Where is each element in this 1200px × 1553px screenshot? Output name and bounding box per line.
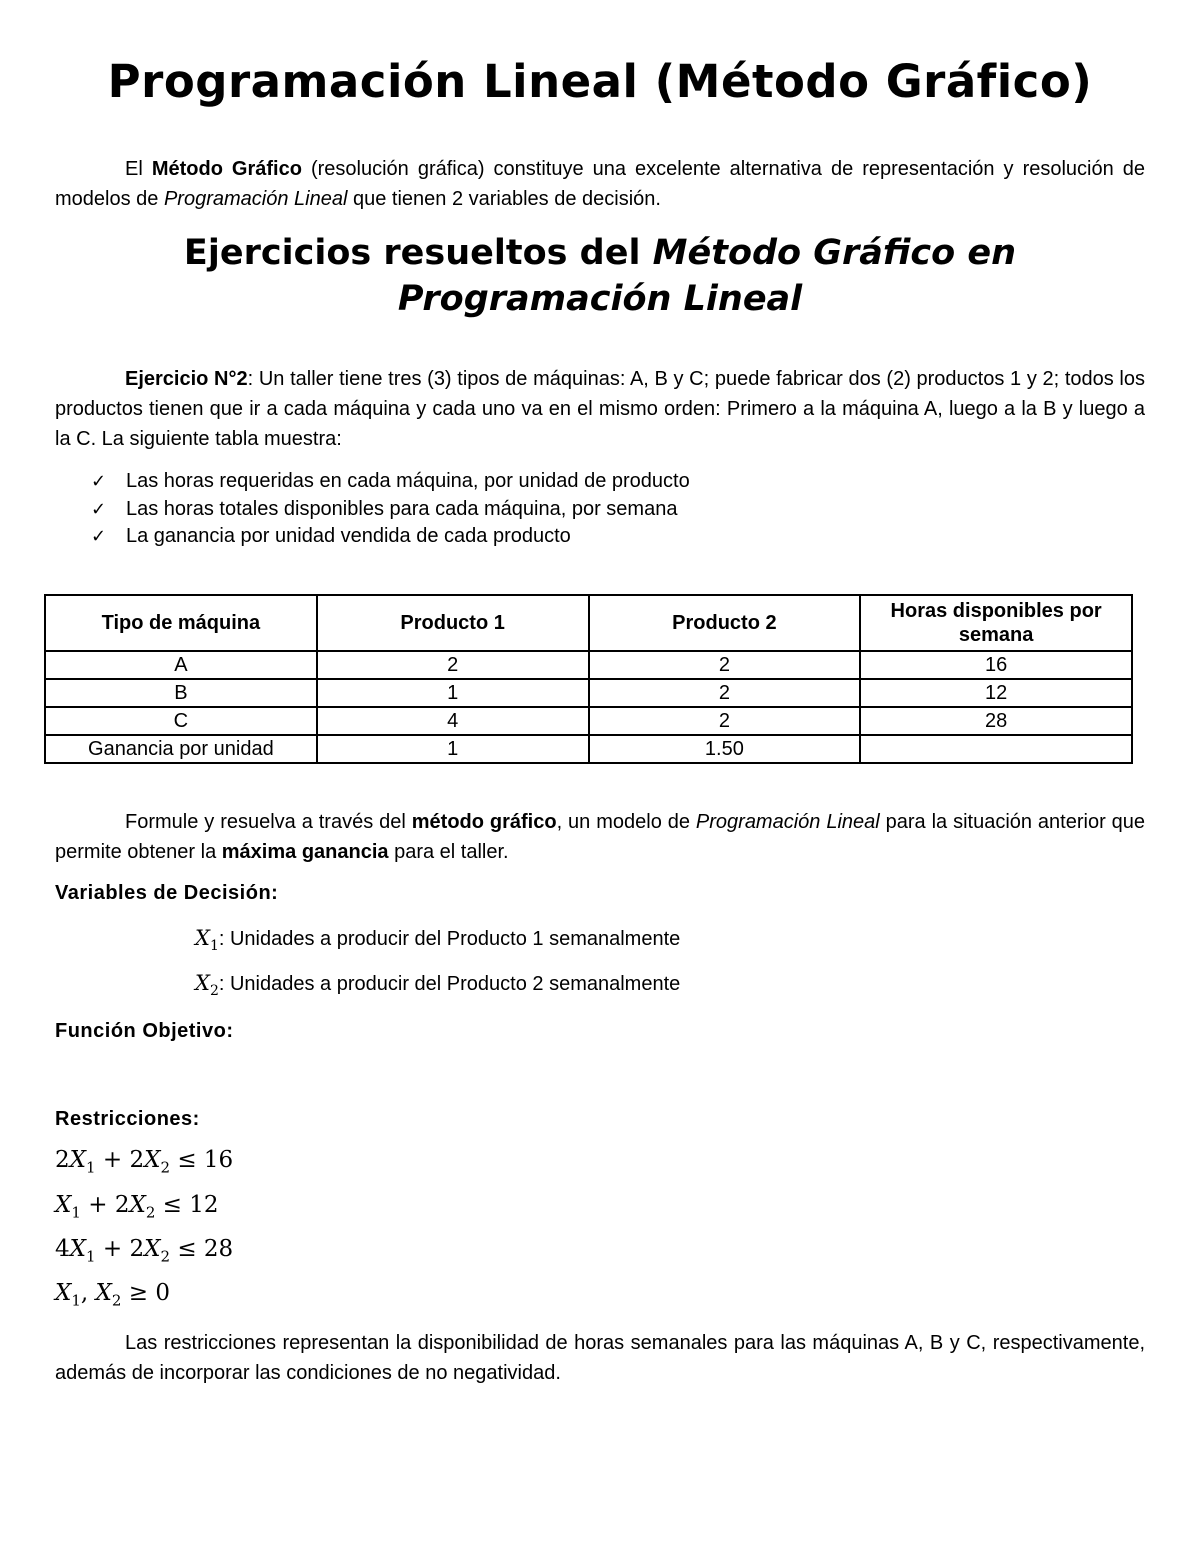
table-cell: 1 — [317, 735, 589, 763]
list-item — [91, 496, 690, 524]
table-cell — [860, 735, 1132, 763]
intro-italic: Programación Lineal — [163, 188, 348, 210]
table-header: Tipo de máquina — [45, 595, 317, 651]
section-title-italic-2: Programación Lineal — [397, 279, 803, 319]
data-table — [44, 594, 1133, 764]
exercise-paragraph — [55, 364, 1145, 454]
constraint-non-negativity: $X_1$, $X_2 \ge 0$ — [55, 1280, 170, 1310]
table-cell: Ganancia por unidad — [45, 735, 317, 763]
table-cell: 1.50 — [589, 735, 861, 763]
formulate-paragraph — [55, 807, 1145, 867]
formulate-bold: método gráfico — [411, 811, 557, 833]
formulate-text: Formule y resuelva a través del — [125, 811, 412, 833]
checkmark-icon: ✓ — [91, 526, 107, 547]
decision-variable-text: : Unidades a producir del Producto 1 semanalmente — [218, 928, 681, 950]
table-header-row — [45, 595, 1132, 651]
intro-bold: Método Gráfico — [151, 158, 302, 180]
restrictions-label: Restricciones: — [55, 1108, 200, 1130]
formulate-italic: Programación Lineal — [695, 811, 880, 833]
section-title-italic-1: Método Gráfico en — [652, 233, 1017, 273]
table-header: Producto 1 — [317, 595, 589, 651]
table-row — [45, 651, 1132, 679]
checkmark-icon: ✓ — [91, 498, 107, 520]
intro-text-2: (resolución gráfica) constituye una excelente alternativa de representación y resolución de modelos de — [55, 158, 1145, 210]
decision-variable-text: : Unidades a producir del Producto 2 semanalmente — [218, 973, 681, 995]
check-list — [91, 468, 690, 551]
table-cell: 12 — [860, 679, 1132, 707]
table-cell: 4 — [317, 707, 589, 735]
exercise-label: Ejercicio N°2 — [125, 368, 248, 390]
formulate-text: , un modelo de — [556, 811, 696, 833]
closing-paragraph — [55, 1328, 1145, 1388]
list-item-text: Las horas requeridas en cada máquina, por unidad de producto — [126, 470, 690, 492]
table-cell: 2 — [589, 707, 861, 735]
x1-symbol: $X_1$ — [195, 926, 219, 955]
decision-variable-x1 — [195, 926, 680, 954]
formulate-text: para el taller. — [388, 841, 509, 863]
page-title: Programación Lineal (Método Gráfico) — [107, 55, 1093, 108]
table-row — [45, 735, 1132, 763]
decision-variables-label: Variables de Decisión: — [55, 882, 279, 904]
table-header: Producto 2 — [589, 595, 861, 651]
list-item-text: Las horas totales disponibles para cada máquina, por semana — [126, 497, 678, 520]
table-cell: A — [45, 651, 317, 679]
exercise-text: : Un taller tiene tres (3) tipos de máquinas: A, B y C; puede fabricar dos (2) productos 1 y 2; todos los productos tienen que ir a cada máquina y cada uno va en el mismo orden: Primero a la máquina A, luego a la B y luego a la C. La siguiente tabla muestra: — [55, 368, 1145, 450]
table-row — [45, 707, 1132, 735]
constraint-machine-b: $X_1 + 2X_2 \le 12$ — [55, 1192, 219, 1222]
intro-text-3: que tienen 2 variables de decisión. — [347, 188, 661, 210]
intro-text-1: El — [125, 158, 152, 180]
list-item-text: La ganancia por unidad vendida de cada producto — [126, 525, 571, 547]
table-cell: 1 — [317, 679, 589, 707]
table-cell: 16 — [860, 651, 1132, 679]
checkmark-icon: ✓ — [91, 471, 107, 492]
table-cell: B — [45, 679, 317, 707]
table-cell: 2 — [589, 679, 861, 707]
table-header: Horas disponibles por semana — [860, 595, 1132, 651]
constraint-machine-a: $2X_1 + 2X_2 \le 16$ — [55, 1147, 234, 1177]
table-cell: 2 — [589, 651, 861, 679]
constraint-machine-c: $4X_1 + 2X_2 \le 28$ — [55, 1236, 234, 1266]
table-row — [45, 679, 1132, 707]
intro-paragraph — [55, 154, 1145, 214]
list-item — [91, 468, 690, 496]
formulate-bold: máxima ganancia — [221, 841, 389, 863]
objective-function-label: Función Objetivo: — [55, 1020, 234, 1042]
decision-variable-x2 — [195, 971, 680, 999]
section-title-normal: Ejercicios resueltos del — [183, 233, 653, 273]
closing-text: Las restricciones representan la disponibilidad de horas semanales para las máquinas A, B y C, respectivamente, además de incorporar las condiciones de no negatividad. — [55, 1332, 1145, 1384]
table-cell: C — [45, 707, 317, 735]
table-cell: 2 — [317, 651, 589, 679]
x2-symbol: $X_2$ — [195, 971, 219, 1000]
section-title — [55, 230, 1145, 322]
list-item — [91, 523, 690, 551]
formulate-text: para la situación anterior que permite obtener la — [55, 811, 1146, 863]
table-cell: 28 — [860, 707, 1132, 735]
